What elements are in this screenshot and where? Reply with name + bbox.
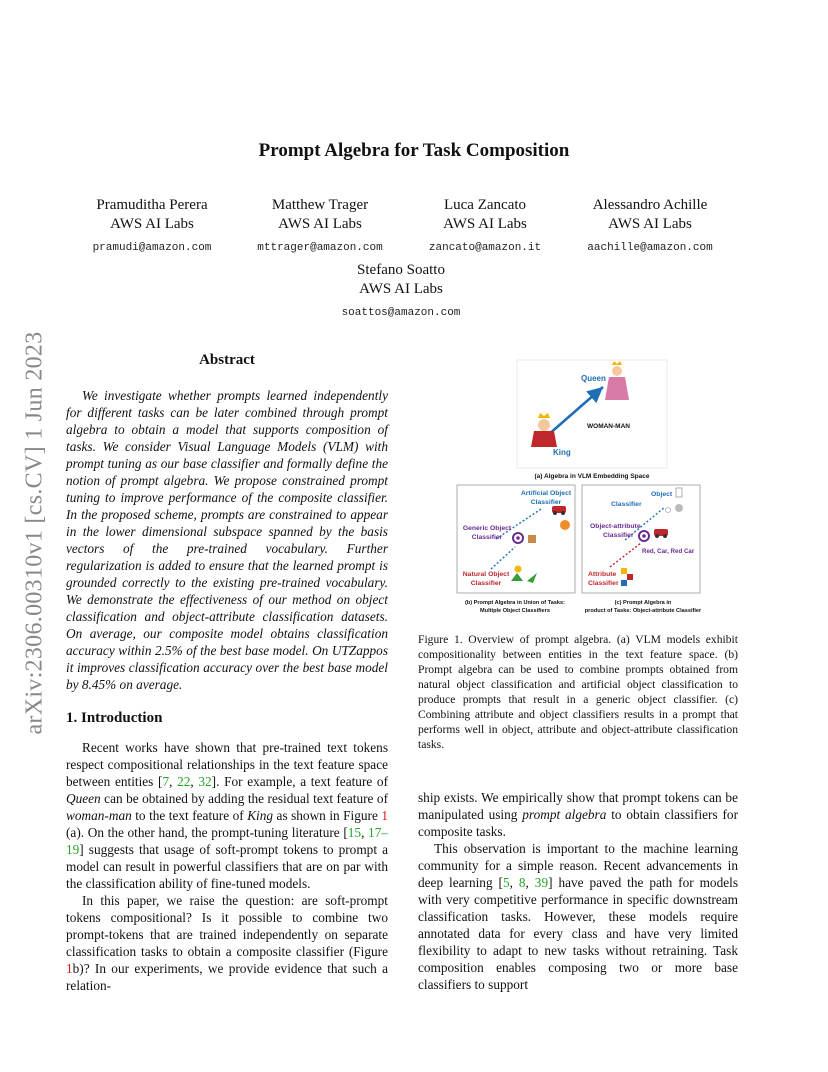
citation-link[interactable]: 7 [162,774,170,789]
author-name: Stefano Soatto [357,262,445,278]
author-name: Matthew Trager [271,197,369,213]
arxiv-identifier: arXiv:2306.00310v1 [cs.CV] 1 Jun 2023 [21,331,48,735]
ball-icon [560,520,570,530]
citation-link[interactable]: 5 [502,875,510,890]
author-affiliation: AWS AI Labs [443,216,527,232]
intro-right-column [418,789,738,993]
artificial-classifier-label: Classifier [530,499,562,506]
attribute-classifier-label: Attribute [588,571,617,578]
color-swatch-icon [621,568,627,574]
natural-classifier-label: Classifier [470,580,502,587]
object-attribute-classifier-label: Object-attribute [590,523,641,530]
intro-left-column [66,739,388,994]
vector-label: WOMAN-MAN [587,423,630,430]
intro-paragraph: Recent works have shown that pre-trained text tokens respect compositional relationships in the text feature space between entities [7, 22, 32]. For example, a text feature of Queen can be obtained by adding the residual text feature of woman-man to the text feature of King as shown in Figure 1 (a). On the other hand, the prompt-tuning literature [15, 17–19] suggests that usage of soft-prompt tokens to prompt a model can result in powerful classifiers that are on par with the classification ability of fine-tuned models. [66,740,389,891]
generic-classifier-label: Generic Object [462,525,512,532]
ball-icon [675,504,683,512]
arxiv-sidebar [15,298,55,768]
author-email[interactable]: soattos@amazon.com [341,307,461,319]
citation-link[interactable]: 17–19 [66,825,388,857]
queen-label: Queen [581,374,606,383]
generic-classifier-label: Classifier [471,534,503,541]
author-name: Pramuditha Perera [96,197,208,213]
section-heading-introduction: 1. Introduction [66,710,163,726]
tree-icon [511,573,523,581]
author-block [550,196,750,258]
author-name: Alessandro Achille [592,197,708,213]
sun-icon [515,566,522,573]
author-email[interactable]: zancato@amazon.it [428,242,542,254]
author-email[interactable]: mttrager@amazon.com [257,242,383,254]
color-swatch-icon [621,580,627,586]
figure-1 [445,355,745,617]
panel-c-caption: (c) Prompt Algebra in [614,600,672,606]
author-name: Luca Zancato [443,197,527,213]
author-affiliation: AWS AI Labs [278,216,362,232]
author-block [301,261,501,323]
queen-icon [605,361,629,400]
panel-b-caption: (b) Prompt Algebra in Union of Tasks: [464,600,566,606]
citation-link[interactable]: 22 [177,774,191,789]
figure-panel-c [582,485,702,614]
author-email[interactable]: aachille@amazon.com [587,242,713,254]
citation-link[interactable]: 15 [347,825,362,840]
figure-1-caption: Figure 1. Overview of prompt algebra. (a) VLM models exhibit compositionality between entities in the text feature space. (b) Prompt algebra can be used to combine prompts obtained from natural object classification and artificial object classification to produce prompts that result in a generic object classifier. (c) Combining attribute and object classifiers results in a prompt that performs well in object, attribute and object-attribute classification tasks. [418,633,738,751]
abstract-heading: Abstract [199,352,255,368]
intro-paragraph: ship exists. We empirically show that prompt tokens can be manipulated using prompt algebra to obtain classifiers for composite tasks. [418,790,738,839]
citation-link[interactable]: 32 [198,774,212,789]
figure-ref-link[interactable]: 1 [381,808,389,823]
citation-link[interactable]: 39 [534,875,549,890]
intro-paragraph: This observation is important to the machine learning community for a simple reason. Recent advancements in deep learning [5, 8, 39] have paved the path for models with very competitive performance in specific downstream classification tasks. However, these models require annotated data for every class and have very limited flexibility to adapt to new tasks without retraining. Task composition enables composing two or more base classifiers to support [418,841,738,992]
king-label: King [553,448,571,457]
object-attribute-classifier-label: Classifier [603,532,634,539]
author-email[interactable]: pramudi@amazon.com [92,242,212,254]
leaf-icon [527,573,537,583]
object-classifier-label: Object [651,491,673,498]
panel-a-caption: (a) Algebra in VLM Embedding Space [534,473,650,480]
color-swatch-icon [627,574,633,580]
intro-paragraph: In this paper, we raise the question: are soft-prompt tokens compositional? Is it possible to combine two prompt-tokens that are trained independently on separate classification tasks to obtain a composite classifier (Figure 1b)? In our experiments, we provide evidence that such a relation- [66,893,388,993]
panel-b-caption: Multiple Object Classifiers [480,608,550,614]
author-affiliation: AWS AI Labs [110,216,194,232]
figure-ref-link[interactable]: 1 [66,961,73,976]
examples-label: Red, Car, Red Car [642,548,695,555]
dotted-path [496,509,541,539]
object-icon [528,535,536,543]
citation-link[interactable]: 8 [518,875,526,890]
figure-panel-a [517,360,667,480]
attribute-classifier-label: Classifier [588,580,619,587]
object-classifier-label: Classifier [611,501,642,508]
abstract-text: We investigate whether prompts learned independently for different tasks can be later combined through prompt algebra to obtain a model that supports composition of tasks. We consider Visual Language Models (VLM) with prompt tuning as our base classifier and formally define the notion of prompt algebra. We propose constrained prompt tuning to improve performance of the composite classifier. In the proposed scheme, prompts are constrained to appear in the lower dimensional subspace spanned by the basis vectors of the pre-trained vocabulary. Further regularization is added to ensure that the learned prompt is grounded correctly to the existing pre-trained vocabulary. We demonstrate the effectiveness of our method on object classification and object-attribute classification datasets. On average, our composite model obtains classification accuracy within 2.5% of the best base model. On UTZappos it improves classification accuracy over the best base model by 8.45% on average. [66,388,388,692]
paper-title: Prompt Algebra for Task Composition [258,140,570,161]
abstract-body [66,387,388,693]
figure-panel-b [457,485,575,614]
artificial-classifier-label: Artificial Object [520,490,572,497]
natural-classifier-label: Natural Object [462,571,510,578]
chair-icon [676,488,682,497]
author-affiliation: AWS AI Labs [608,216,692,232]
author-affiliation: AWS AI Labs [359,281,443,297]
panel-c-caption: product of Tasks: Object-attribute Classifier [584,608,702,614]
